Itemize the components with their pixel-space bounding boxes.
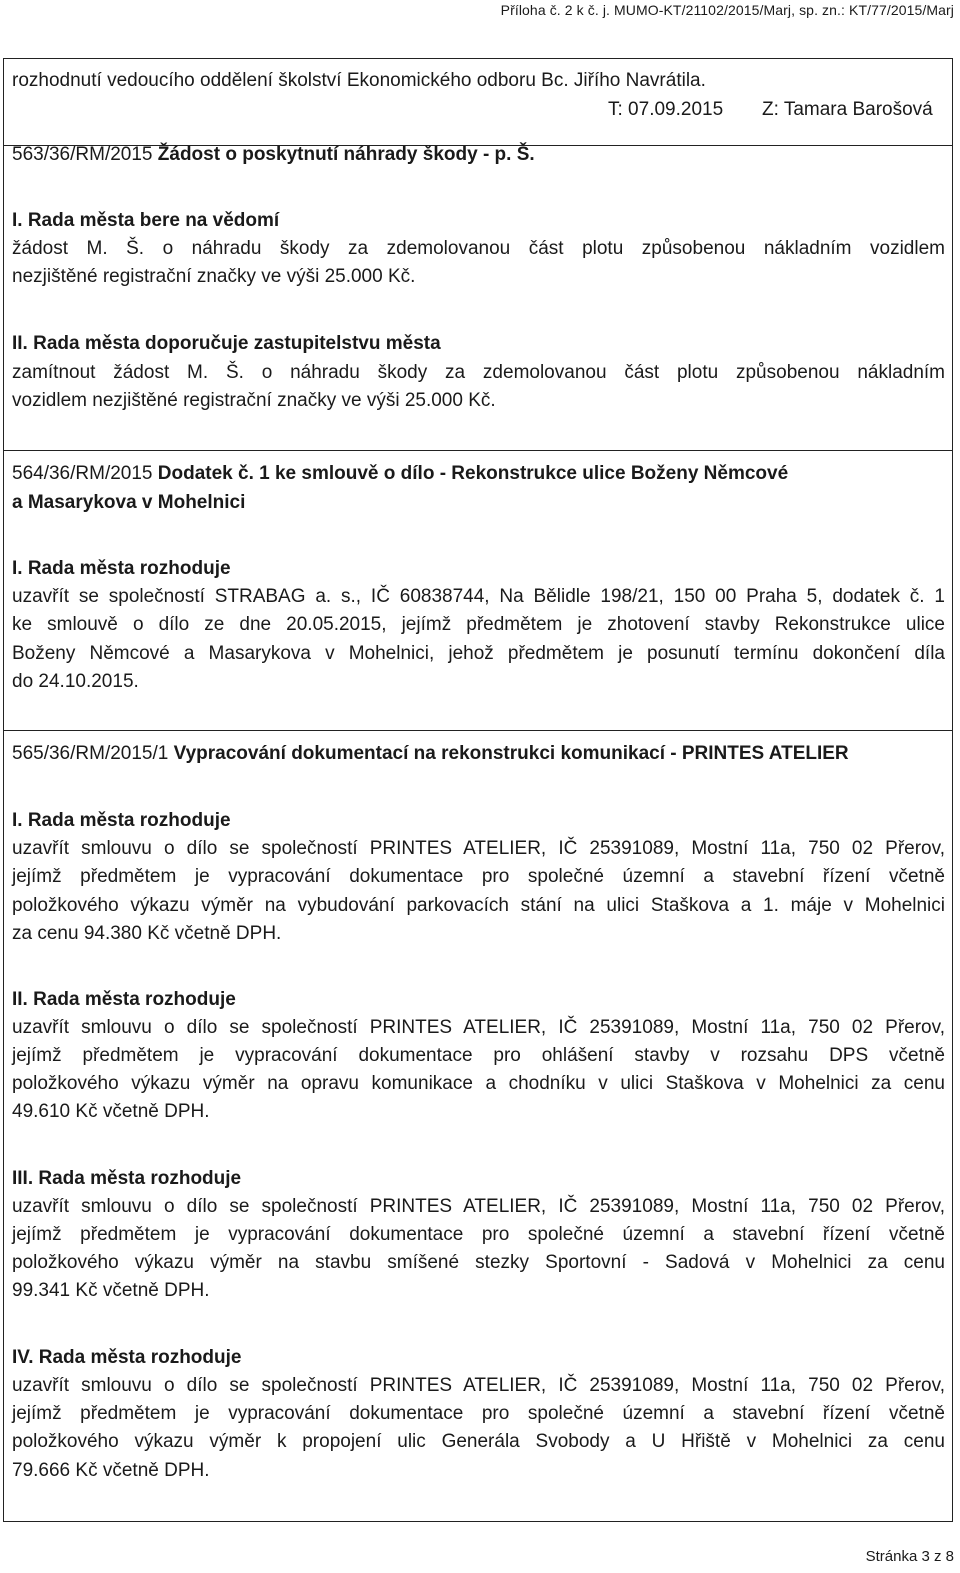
resolution-subject: Dodatek č. 1 ke smlouvě o dílo - Rekonstrukce ulice Boženy Němcové — [157, 463, 789, 484]
section-text: žádost M. Š. o náhradu škody za zdemolovanou část plotu způsobenou nákladním vozidlem — [12, 238, 945, 259]
section-text: uzavřít smlouvu o dílo se společností PRINTES ATELIER, IČ 25391089, Mostní 11a, 750 02 Přerov, — [12, 1196, 945, 1217]
section-heading: II. Rada města doporučuje zastupitelstvu města — [12, 333, 441, 354]
resolution-subject-cont: a Masarykova v Mohelnici — [12, 492, 246, 513]
section-heading: I. Rada města rozhoduje — [12, 810, 231, 831]
section-text: za cenu 94.380 Kč včetně DPH. — [12, 923, 282, 944]
section-text: jejímž předmětem je vypracování dokumentace pro společné územní a stavební řízení včetně — [12, 1224, 945, 1245]
section-text: jejímž předmětem je vypracování dokumentace pro společné územní a stavební řízení včetně — [12, 1403, 945, 1424]
resolution-number: 563/36/RM/2015 — [12, 144, 153, 165]
section-text: do 24.10.2015. — [12, 671, 139, 692]
section-heading: IV. Rada města rozhoduje — [12, 1347, 242, 1368]
page-header: Příloha č. 2 k č. j. MUMO-KT/21102/2015/Marj, sp. zn.: KT/77/2015/Marj — [500, 2, 954, 18]
section-text: uzavřít smlouvu o dílo se společností PRINTES ATELIER, IČ 25391089, Mostní 11a, 750 02 Přerov, — [12, 1017, 945, 1038]
section-text: Boženy Němcové a Masarykova v Mohelnici, jehož předmětem je posunutí termínu dokončení díla — [12, 643, 945, 664]
resolution-title — [12, 463, 788, 485]
section-heading: II. Rada města rozhoduje — [12, 989, 236, 1010]
section-text: ke smlouvě o dílo ze dne 20.05.2015, jejímž předmětem je zhotovení stavby Rekonstrukce ulice — [12, 614, 945, 635]
section-heading: I. Rada města rozhoduje — [12, 558, 231, 579]
section-text: zamítnout žádost M. Š. o náhradu škody za zdemolovanou část plotu způsobenou nákladním — [12, 362, 945, 383]
section-text: jejímž předmětem je vypracování dokumentace pro ohlášení stavby v rozsahu DPS včetně — [12, 1045, 945, 1066]
section-text: uzavřít se společností STRABAG a. s., IČ 60838744, Na Bělidle 198/21, 150 00 Praha 5, dodatek č. 1 — [12, 586, 945, 607]
section-text: položkového výkazu výměr na opravu komunikace a chodníku v ulici Staškova v Mohelnici za cenu — [12, 1073, 945, 1094]
section-text: 49.610 Kč včetně DPH. — [12, 1101, 210, 1122]
section-text: nezjištěné registrační značky ve výši 25.000 Kč. — [12, 266, 416, 287]
section-text: položkového výkazu výměr na stavbu smíšené stezky Sportovní - Sadová v Mohelnici za cenu — [12, 1252, 945, 1273]
section-text: 79.666 Kč včetně DPH. — [12, 1460, 210, 1481]
resolution-subject: Žádost o poskytnutí náhrady škody - p. Š. — [157, 144, 535, 165]
section-text: položkového výkazu výměr na vybudování parkovacích stání na ulici Staškova a 1. máje v Mohelnici — [12, 895, 945, 916]
resolution-subject: Vypracování dokumentací na rekonstrukci komunikací - PRINTES ATELIER — [173, 743, 849, 764]
resolution-number: 565/36/RM/2015/1 — [12, 743, 169, 764]
page-number: Stránka 3 z 8 — [865, 1548, 954, 1565]
section-text: položkového výkazu výměr k propojení ulic Generála Svobody a U Hřiště v Mohelnici za cenu — [12, 1431, 945, 1452]
resolution-title — [12, 743, 849, 765]
section-text: uzavřít smlouvu o dílo se společností PRINTES ATELIER, IČ 25391089, Mostní 11a, 750 02 Přerov, — [12, 1375, 945, 1396]
section-text: uzavřít smlouvu o dílo se společností PRINTES ATELIER, IČ 25391089, Mostní 11a, 750 02 Přerov, — [12, 838, 945, 859]
deadline-text: T: 07.09.2015 — [608, 99, 724, 120]
section-text: 99.341 Kč včetně DPH. — [12, 1280, 210, 1301]
responsible-text: Z: Tamara Barošová — [762, 99, 933, 120]
section-text: jejímž předmětem je vypracování dokumentace pro společné územní a stavební řízení včetně — [12, 866, 945, 887]
resolution-title — [12, 144, 535, 166]
resolution-number: 564/36/RM/2015 — [12, 463, 153, 484]
section-heading: I. Rada města bere na vědomí — [12, 210, 280, 231]
section-text: vozidlem nezjištěné registrační značky ve výši 25.000 Kč. — [12, 390, 496, 411]
continued-text: rozhodnutí vedoucího oddělení školství Ekonomického odboru Bc. Jiřího Navrátila. — [12, 70, 706, 91]
section-heading: III. Rada města rozhoduje — [12, 1168, 242, 1189]
